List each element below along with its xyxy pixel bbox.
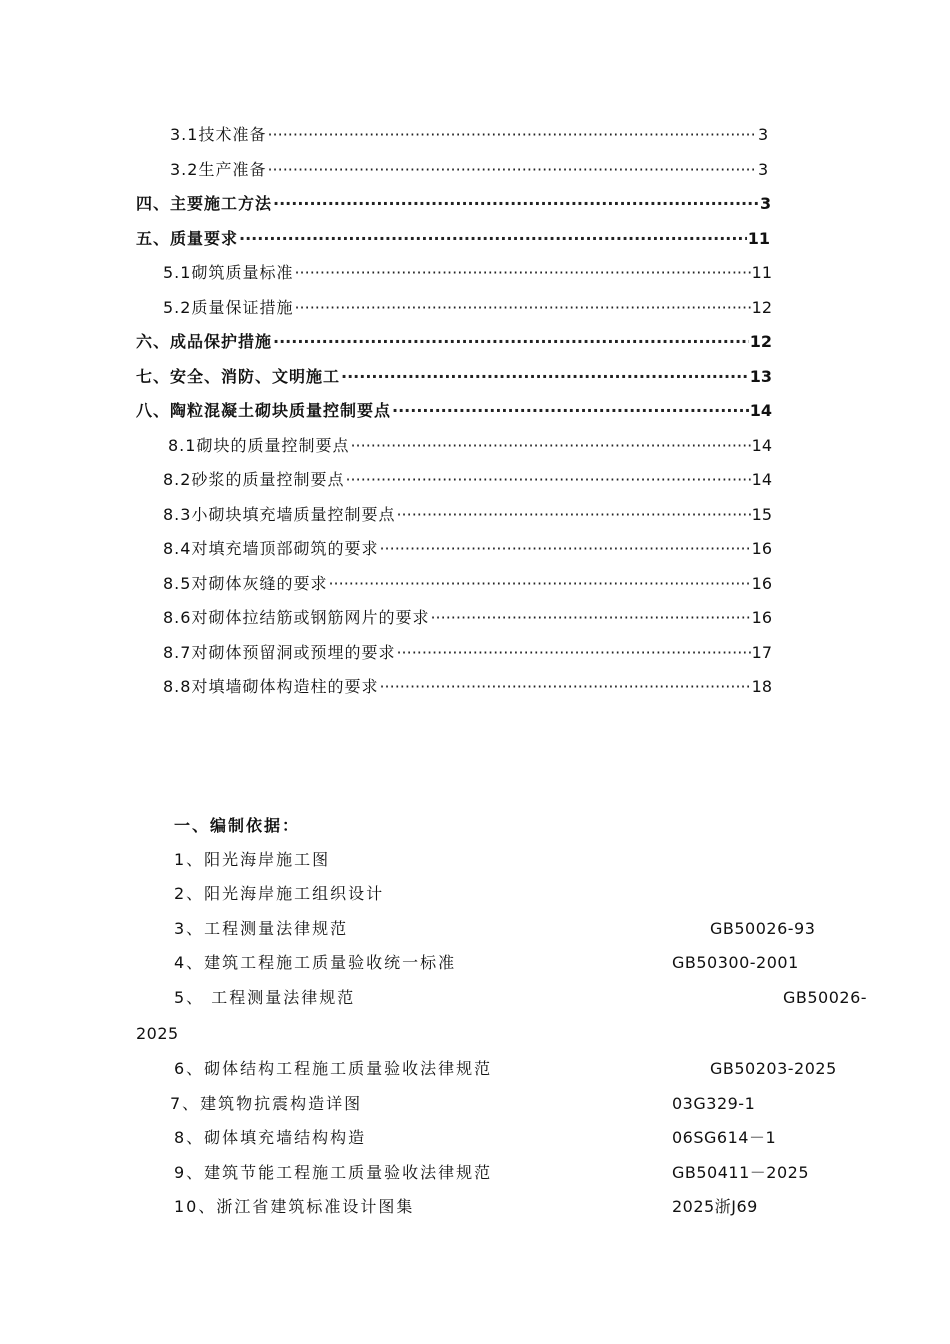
toc-entry-page: 3 [758,125,769,144]
toc-entry[interactable] [170,157,770,183]
toc-entry-page: 3 [758,160,769,179]
standard-code: 2025浙J69 [672,1197,758,1216]
toc-entry-label: 5.2质量保证措施 [163,298,294,317]
toc-entry-page: 15 [751,505,772,524]
toc-entry-label: 8.3小砌块填充墙质量控制要点 [163,505,396,524]
toc-entry[interactable] [163,295,772,321]
standard-code: GB50026- [783,988,868,1007]
basis-item-text: 1、阳光海岸施工图 [174,850,331,869]
toc-entry[interactable] [163,605,772,631]
toc-entry[interactable] [163,536,772,562]
basis-item-text: 2、阳光海岸施工组织设计 [174,884,385,903]
toc-entry-page: 11 [747,229,770,248]
basis-item-text: 5、 工程测量法律规范 [174,988,356,1007]
toc-entry[interactable] [163,571,772,597]
toc-entry[interactable] [168,433,772,459]
toc-entry-page: 12 [751,298,772,317]
toc-entry-page: 14 [749,401,772,420]
standard-code: GB50300-2001 [672,953,799,972]
toc-entry-page: 14 [751,470,772,489]
list-item [174,950,456,976]
section-heading: 一、编制依据： [174,816,301,835]
toc-leader-dots [396,502,750,528]
toc-entry[interactable] [163,502,772,528]
toc-entry-page: 11 [751,263,772,282]
toc-entry-label: 8.1砌块的质量控制要点 [168,436,350,455]
list-item [174,1056,492,1082]
toc-leader-dots [239,226,747,252]
toc-leader-dots [392,398,749,424]
toc-entry-label: 六、成品保护措施 [136,332,273,351]
toc-leader-dots [430,605,750,631]
toc-leader-dots [341,364,749,390]
toc-entry[interactable] [136,226,770,252]
toc-leader-dots [294,295,750,321]
basis-item-text: 7、建筑物抗震构造详图 [170,1094,363,1113]
standard-code: GB50203-2025 [710,1059,837,1078]
toc-entry-page: 3 [760,194,772,213]
toc-leader-dots [350,433,750,459]
basis-item-text: 3、工程测量法律规范 [174,919,349,938]
toc-entry-page: 14 [751,436,772,455]
toc-leader-dots [294,260,750,286]
toc-entry[interactable] [136,191,772,217]
list-item [174,881,384,907]
basis-item-text: 8、砌体填充墙结构构造 [174,1128,367,1147]
list-item [174,916,348,942]
list-item [174,847,330,873]
toc-entry-page: 13 [749,367,772,386]
toc-entry-label: 3.2生产准备 [170,160,267,179]
toc-entry-page: 16 [751,539,772,558]
toc-entry-label: 8.7对砌体预留洞或预埋的要求 [163,643,396,662]
toc-entry[interactable] [163,260,772,286]
toc-entry-page: 17 [751,643,772,662]
toc-leader-dots [345,467,750,493]
toc-entry-label: 五、质量要求 [136,229,239,248]
toc-entry-label: 5.1砌筑质量标准 [163,263,294,282]
basis-item-text: 4、建筑工程施工质量验收统一标准 [174,953,457,972]
toc-leader-dots [273,329,749,355]
toc-leader-dots [379,536,750,562]
toc-entry[interactable] [136,364,772,390]
toc-entry-label: 8.5对砌体灰缝的要求 [163,574,328,593]
toc-entry[interactable] [163,467,772,493]
list-item [174,1194,414,1220]
toc-leader-dots [273,191,759,217]
basis-item-text: 10、浙江省建筑标准设计图集 [174,1197,415,1216]
standard-code-wrap: 2025 [136,1024,179,1043]
toc-entry-label: 四、主要施工方法 [136,194,273,213]
toc-entry-page: 12 [749,332,772,351]
toc-leader-dots [328,571,750,597]
toc-entry[interactable] [163,640,772,666]
toc-leader-dots [267,122,757,148]
toc-entry-label: 八、陶粒混凝土砌块质量控制要点 [136,401,392,420]
toc-entry-label: 8.2砂浆的质量控制要点 [163,470,345,489]
toc-leader-dots [267,157,757,183]
toc-leader-dots [379,674,750,700]
toc-entry-label: 七、安全、消防、文明施工 [136,367,341,386]
basis-item-text: 9、建筑节能工程施工质量验收法律规范 [174,1163,493,1182]
toc-leader-dots [396,640,750,666]
toc-entry-label: 3.1技术准备 [170,125,267,144]
list-item [170,1091,362,1117]
standard-code: GB50026-93 [710,919,816,938]
toc-entry-label: 8.6对砌体拉结筋或钢筋网片的要求 [163,608,430,627]
toc-entry-page: 16 [751,608,772,627]
list-item [174,1160,492,1186]
toc-entry-label: 8.4对填充墙顶部砌筑的要求 [163,539,379,558]
toc-entry-page: 18 [751,677,772,696]
toc-entry[interactable] [136,329,772,355]
toc-entry[interactable] [136,398,772,424]
toc-entry[interactable] [163,674,772,700]
toc-entry-page: 16 [751,574,772,593]
basis-item-text: 6、砌体结构工程施工质量验收法律规范 [174,1059,493,1078]
toc-entry-label: 8.8对填墙砌体构造柱的要求 [163,677,379,696]
standard-code: 06SG614－1 [672,1128,777,1147]
standard-code: GB50411－2025 [672,1163,809,1182]
list-item [174,985,355,1011]
toc-entry[interactable] [170,122,770,148]
list-item [174,1125,366,1151]
standard-code: 03G329-1 [672,1094,756,1113]
